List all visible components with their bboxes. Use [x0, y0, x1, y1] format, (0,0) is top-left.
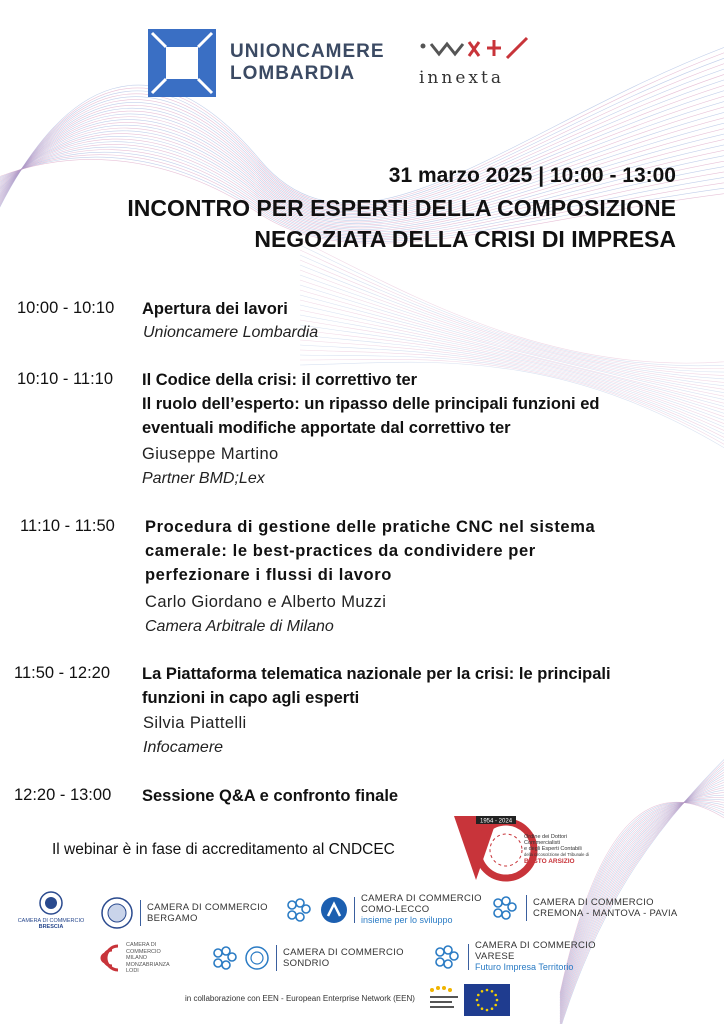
cremona-city: CREMONA - MANTOVA - PAVIA	[533, 908, 678, 919]
unioncamere-mark-icon	[148, 29, 216, 97]
como-city: COMO-LECCO	[361, 904, 430, 915]
varese-city: VARESE	[475, 951, 515, 962]
cciaa-dots-icon	[490, 893, 520, 923]
event-date-time: 31 marzo 2025 | 10:00 - 13:00	[388, 164, 676, 187]
agenda-organization: Partner BMD;Lex	[142, 470, 265, 487]
milano-line5: LODI	[126, 968, 139, 974]
milano-line4: MONZABRIANZA	[126, 961, 170, 968]
event-title-line1: INCONTRO PER ESPERTI DELLA COMPOSIZIONE	[127, 195, 676, 221]
unioncamere-lombardia-logo	[148, 28, 385, 98]
agenda-topic-line: eventuali modifiche apportate dal correttivo ter	[142, 419, 511, 437]
unioncamere-line1: UNIONCAMERE	[230, 41, 385, 62]
agenda-time: 12:20 - 13:00	[14, 786, 112, 804]
agenda-topic	[142, 662, 611, 710]
eu-flag-icon	[464, 984, 510, 1016]
bergamo-name: CAMERA DI COMMERCIO	[147, 902, 268, 913]
agenda-topic	[142, 784, 398, 808]
sondrio-seal-icon	[244, 945, 270, 971]
event-title-line2: NEGOZIATA DELLA CRISI DI IMPRESA	[254, 226, 676, 252]
agenda-time: 11:10 - 11:50	[20, 517, 115, 535]
ordine-line2: Commercialisti	[524, 840, 561, 846]
ordine-line3: e degli Esperti Contabili	[524, 846, 582, 852]
event-title	[36, 193, 676, 255]
cremona-name: CAMERA DI COMMERCIO	[533, 897, 654, 908]
agenda-organization: Unioncamere Lombardia	[143, 324, 319, 341]
milano-mark-icon	[92, 943, 120, 973]
como-lecco-mark-icon	[320, 896, 348, 924]
chamber-brescia	[14, 890, 88, 930]
chamber-sondrio	[210, 943, 404, 973]
ordine-city: BUSTO ARSIZIO	[524, 858, 575, 865]
agenda-topic-line: Procedura di gestione delle pratiche CNC nel sistema	[145, 518, 596, 536]
ordine-commercialisti-logo	[446, 810, 596, 884]
agenda-speaker: Giuseppe Martino	[142, 445, 279, 463]
innexta-logo	[415, 36, 535, 96]
agenda-topic-line: perfezionare i flussi di lavoro	[145, 566, 392, 584]
unioncamere-wordmark	[230, 41, 385, 85]
cciaa-dots-icon	[284, 895, 314, 925]
agenda-topic-line: funzioni in capo agli esperti	[142, 689, 360, 707]
agenda-topic	[142, 297, 288, 321]
agenda-topic-line: La Piattaforma telematica nazionale per la crisi: le principali	[142, 665, 611, 683]
ordine-years: 1954 - 2024	[480, 818, 513, 825]
varese-tagline: Futuro Impresa Territorio	[475, 962, 574, 972]
een-logo-icon	[424, 984, 464, 1016]
cciaa-dots-icon	[210, 943, 240, 973]
como-tagline: insieme per lo sviluppo	[361, 915, 453, 925]
sondrio-city: SONDRIO	[283, 958, 330, 969]
agenda-time: 10:00 - 10:10	[17, 299, 115, 317]
milano-line3: MILANO	[126, 955, 148, 961]
unioncamere-line2: LOMBARDIA	[230, 63, 356, 84]
agenda-speaker: Silvia Piattelli	[143, 714, 247, 732]
agenda-organization: Camera Arbitrale di Milano	[145, 618, 334, 635]
varese-name: CAMERA DI COMMERCIO	[475, 940, 596, 951]
agenda-time: 10:10 - 11:10	[17, 370, 114, 388]
agenda-topic-line: camerale: le best-practices da condividere per	[145, 542, 536, 560]
agenda-topic-line: Apertura dei lavori	[142, 300, 288, 318]
cciaa-dots-icon	[432, 942, 462, 972]
sondrio-name: CAMERA DI COMMERCIO	[283, 947, 404, 958]
agenda-speaker: Carlo Giordano e Alberto Muzzi	[145, 593, 387, 611]
ordine-line4: della circoscrizione del Tribunale di	[524, 852, 589, 857]
brescia-seal-icon	[38, 890, 64, 916]
bergamo-city: BERGAMO	[147, 913, 198, 924]
agenda-topic	[142, 368, 599, 440]
chamber-cremona-mantova-pavia	[490, 893, 678, 923]
agenda-time: 11:50 - 12:20	[14, 664, 111, 682]
agenda-organization: Infocamere	[143, 739, 224, 756]
agenda-topic	[145, 515, 595, 587]
brescia-name: CAMERA DI COMMERCIO	[17, 918, 85, 924]
ordine-line1: Ordine dei Dottori	[524, 834, 568, 840]
chamber-bergamo	[100, 896, 268, 930]
agenda-topic-line: Il ruolo dell’esperto: un ripasso delle principali funzioni ed	[142, 395, 600, 413]
accreditation-note: Il webinar è in fase di accreditamento al CNDCEC	[52, 841, 395, 858]
chamber-milano	[92, 942, 170, 975]
brescia-city: BRESCIA	[38, 924, 64, 930]
milano-line1: CAMERA DI	[126, 942, 157, 948]
innexta-wordmark: innexta	[419, 68, 504, 88]
como-name: CAMERA DI COMMERCIO	[361, 893, 482, 904]
agenda-topic-line: Sessione Q&A e confronto finale	[142, 787, 399, 805]
milano-line2: COMMERCIO	[126, 948, 161, 955]
chamber-varese	[432, 940, 596, 973]
agenda-topic-line: Il Codice della crisi: il correttivo ter	[142, 371, 418, 389]
een-collaboration-note: in collaborazione con EEN - European Enterprise Network (EEN)	[185, 994, 415, 1003]
chamber-como-lecco	[284, 893, 482, 926]
bergamo-seal-icon	[100, 896, 134, 930]
innexta-mark-icon	[417, 36, 532, 62]
